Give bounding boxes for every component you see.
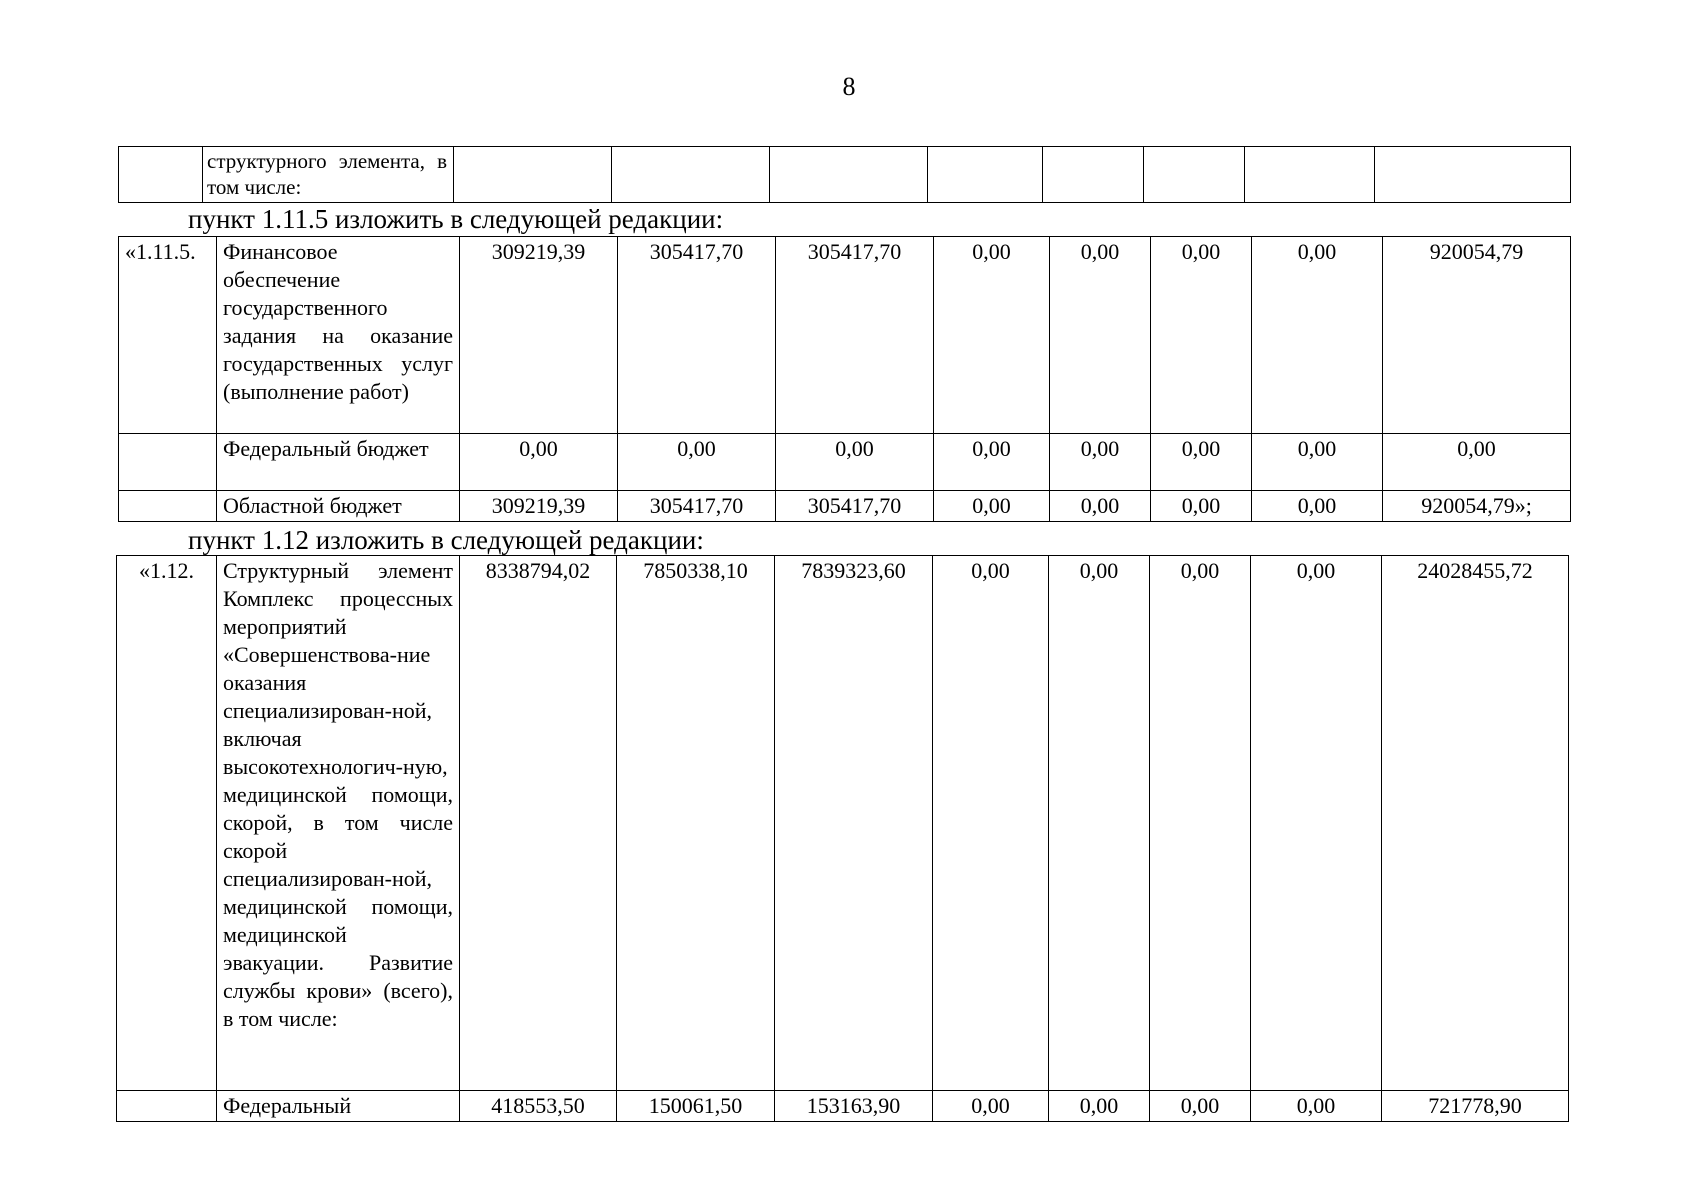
cell-value: 920054,79»; <box>1383 491 1571 522</box>
table-row <box>117 1091 1569 1122</box>
cell-value: 0,00 <box>460 434 618 491</box>
cell-value <box>454 147 612 203</box>
cell-value <box>1375 147 1571 203</box>
cell-value <box>1245 147 1375 203</box>
cell-value: 0,00 <box>934 434 1050 491</box>
table-row <box>119 434 1571 491</box>
cell-value: 24028455,72 <box>1382 556 1569 1091</box>
cell-value: 0,00 <box>776 434 934 491</box>
cell-value: 0,00 <box>1252 491 1383 522</box>
cell-value: 305417,70 <box>618 237 776 434</box>
cell-value: 0,00 <box>933 556 1049 1091</box>
cell-value: 721778,90 <box>1382 1091 1569 1122</box>
table-112 <box>116 555 1569 1122</box>
cell-value <box>612 147 770 203</box>
cell-value <box>928 147 1043 203</box>
cell-value: 0,00 <box>1383 434 1571 491</box>
table-row <box>117 556 1569 1091</box>
cell-value: 0,00 <box>1151 434 1252 491</box>
cell-value <box>1043 147 1144 203</box>
cell-value: 7850338,10 <box>617 556 775 1091</box>
page-number: 8 <box>842 72 856 101</box>
cell-value: 309219,39 <box>460 491 618 522</box>
cell-description: структурного элемента, в том числе: <box>203 147 454 203</box>
table-row <box>119 237 1571 434</box>
cell-value: 0,00 <box>1251 1091 1382 1122</box>
table-row <box>119 491 1571 522</box>
cell-value <box>770 147 928 203</box>
cell-value: 0,00 <box>1252 434 1383 491</box>
cell-value: 8338794,02 <box>460 556 617 1091</box>
cell-value: 0,00 <box>1050 237 1151 434</box>
cell-value: 0,00 <box>1252 237 1383 434</box>
cell-value: 153163,90 <box>775 1091 933 1122</box>
cell-description: Федеральный бюджет <box>217 434 460 491</box>
cell-code <box>117 1091 217 1122</box>
cell-value: 0,00 <box>1251 556 1382 1091</box>
cell-value: 305417,70 <box>776 491 934 522</box>
cell-code <box>119 147 203 203</box>
cell-description: Структурный элемент Комплекс процессных мероприятий «Совершенствова-ние оказания специализирован-ной, включая высокотехнологич-ную, медицинской помощи, скорой, в том числе скорой специализирован-ной, медицинской помощи, медицинской эвакуации. Развитие службы крови» (всего), в том числе: <box>217 556 460 1091</box>
cell-value: 0,00 <box>618 434 776 491</box>
cell-value: 7839323,60 <box>775 556 933 1091</box>
table-row <box>119 147 1571 203</box>
cell-value: 0,00 <box>1049 556 1150 1091</box>
cell-description: Областной бюджет <box>217 491 460 522</box>
cell-value: 0,00 <box>1050 491 1151 522</box>
cell-value: 0,00 <box>934 491 1050 522</box>
cell-description: Финансовое обеспечение государственного задания на оказание государственных услуг (выполнение работ) <box>217 237 460 434</box>
caption-1115: пункт 1.11.5 изложить в следующей редакции: <box>188 204 724 234</box>
table-1115 <box>118 236 1571 522</box>
cell-code <box>119 434 217 491</box>
cell-value: 150061,50 <box>617 1091 775 1122</box>
cell-value <box>1144 147 1245 203</box>
cell-value: 920054,79 <box>1383 237 1571 434</box>
cell-code: «1.12. <box>117 556 217 1091</box>
cell-value: 305417,70 <box>618 491 776 522</box>
cell-value: 0,00 <box>1151 237 1252 434</box>
table-fragment-top <box>118 146 1571 203</box>
cell-value: 0,00 <box>1151 491 1252 522</box>
cell-value: 0,00 <box>1150 556 1251 1091</box>
cell-value: 0,00 <box>1150 1091 1251 1122</box>
cell-value: 305417,70 <box>776 237 934 434</box>
cell-description: Федеральный <box>217 1091 460 1122</box>
caption-112: пункт 1.12 изложить в следующей редакции: <box>188 525 704 555</box>
cell-code: «1.11.5. <box>119 237 217 434</box>
cell-value: 0,00 <box>933 1091 1049 1122</box>
cell-value: 309219,39 <box>460 237 618 434</box>
cell-value: 418553,50 <box>460 1091 617 1122</box>
cell-value: 0,00 <box>1050 434 1151 491</box>
cell-code <box>119 491 217 522</box>
cell-value: 0,00 <box>1049 1091 1150 1122</box>
cell-value: 0,00 <box>934 237 1050 434</box>
